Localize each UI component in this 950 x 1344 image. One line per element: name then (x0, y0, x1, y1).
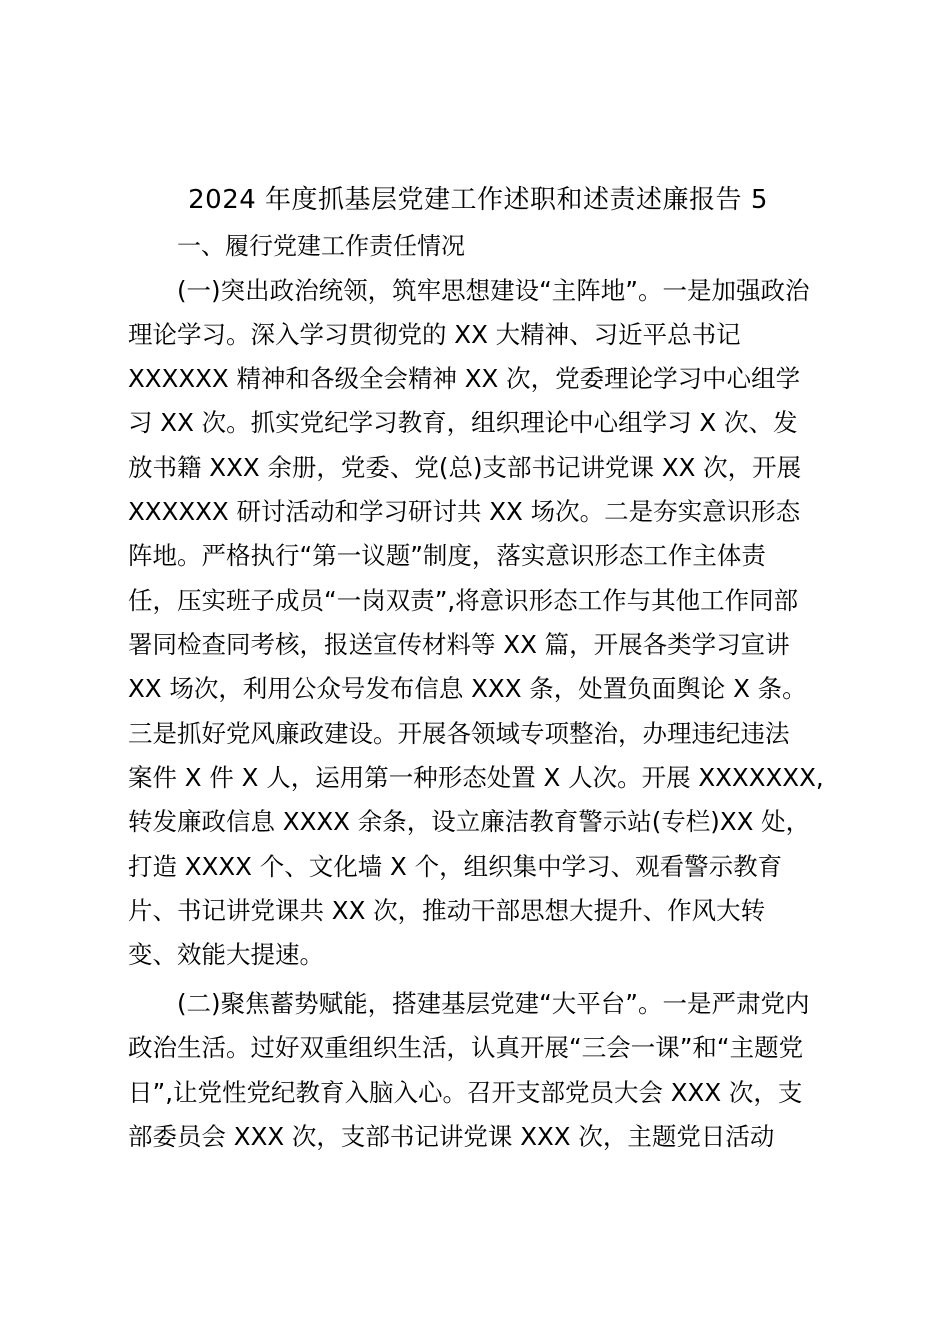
paragraph-line: 三是抓好党风廉政建设。开展各领域专项整治，办理违纪违法 (128, 719, 790, 748)
paragraph-line: (一)突出政治统领，筑牢思想建设“主阵地”。一是加强政治 (177, 276, 810, 305)
paragraph-line: 理论学习。深入学习贯彻党的 XX 大精神、习近平总书记 (128, 320, 741, 349)
paragraph-line: XXXXXX 精神和各级全会精神 XX 次，党委理论学习中心组学 (128, 364, 801, 393)
paragraph-line: 打造 XXXX 个、文化墙 X 个，组织集中学习、观看警示教育 (128, 852, 783, 881)
paragraph-line: 变、效能大提速。 (128, 940, 324, 969)
paragraph-line: XX 场次，利用公众号发布信息 XXX 条，处置负面舆论 X 条。 (128, 674, 807, 703)
paragraph-line: 习 XX 次。抓实党纪学习教育，组织理论中心组学习 X 次、发 (128, 408, 798, 437)
paragraph-line: 日”,让党性党纪教育入脑入心。召开支部党员大会 XXX 次，支 (128, 1078, 803, 1107)
paragraph-line: 署同检查同考核，报送宣传材料等 XX 篇，开展各类学习宣讲 (128, 630, 790, 659)
paragraph-line: 部委员会 XXX 次，支部书记讲党课 XXX 次，主题党日活动 (128, 1122, 775, 1151)
section-heading: 一、履行党建工作责任情况 (177, 232, 465, 260)
paragraph-line: (二)聚焦蓄势赋能，搭建基层党建“大平台”。一是严肃党内 (177, 989, 810, 1018)
paragraph-line: 片、书记讲党课共 XX 次，推动干部思想大提升、作风大转 (128, 896, 766, 925)
paragraph-line: 转发廉政信息 XXXX 余条，设立廉洁教育警示站(专栏)XX 处， (128, 807, 811, 836)
paragraph-line: XXXXXX 研讨活动和学习研讨共 XX 场次。二是夯实意识形态 (128, 497, 801, 526)
paragraph-line: 任，压实班子成员“一岗双责”,将意识形态工作与其他工作同部 (128, 586, 799, 615)
paragraph-line: 政治生活。过好双重组织生活，认真开展“三会一课”和“主题党 (128, 1033, 804, 1062)
paragraph-line: 案件 X 件 X 人，运用第一种形态处置 X 人次。开展 XXXXXXX, (128, 763, 824, 792)
paragraph-line: 阵地。严格执行“第一议题”制度，落实意识形态工作主体责 (128, 541, 766, 570)
document-title: 2024 年度抓基层党建工作述职和述责述廉报告 5 (188, 185, 768, 215)
paragraph-line: 放书籍 XXX 余册，党委、党(总)支部书记讲党课 XX 次，开展 (128, 453, 802, 482)
